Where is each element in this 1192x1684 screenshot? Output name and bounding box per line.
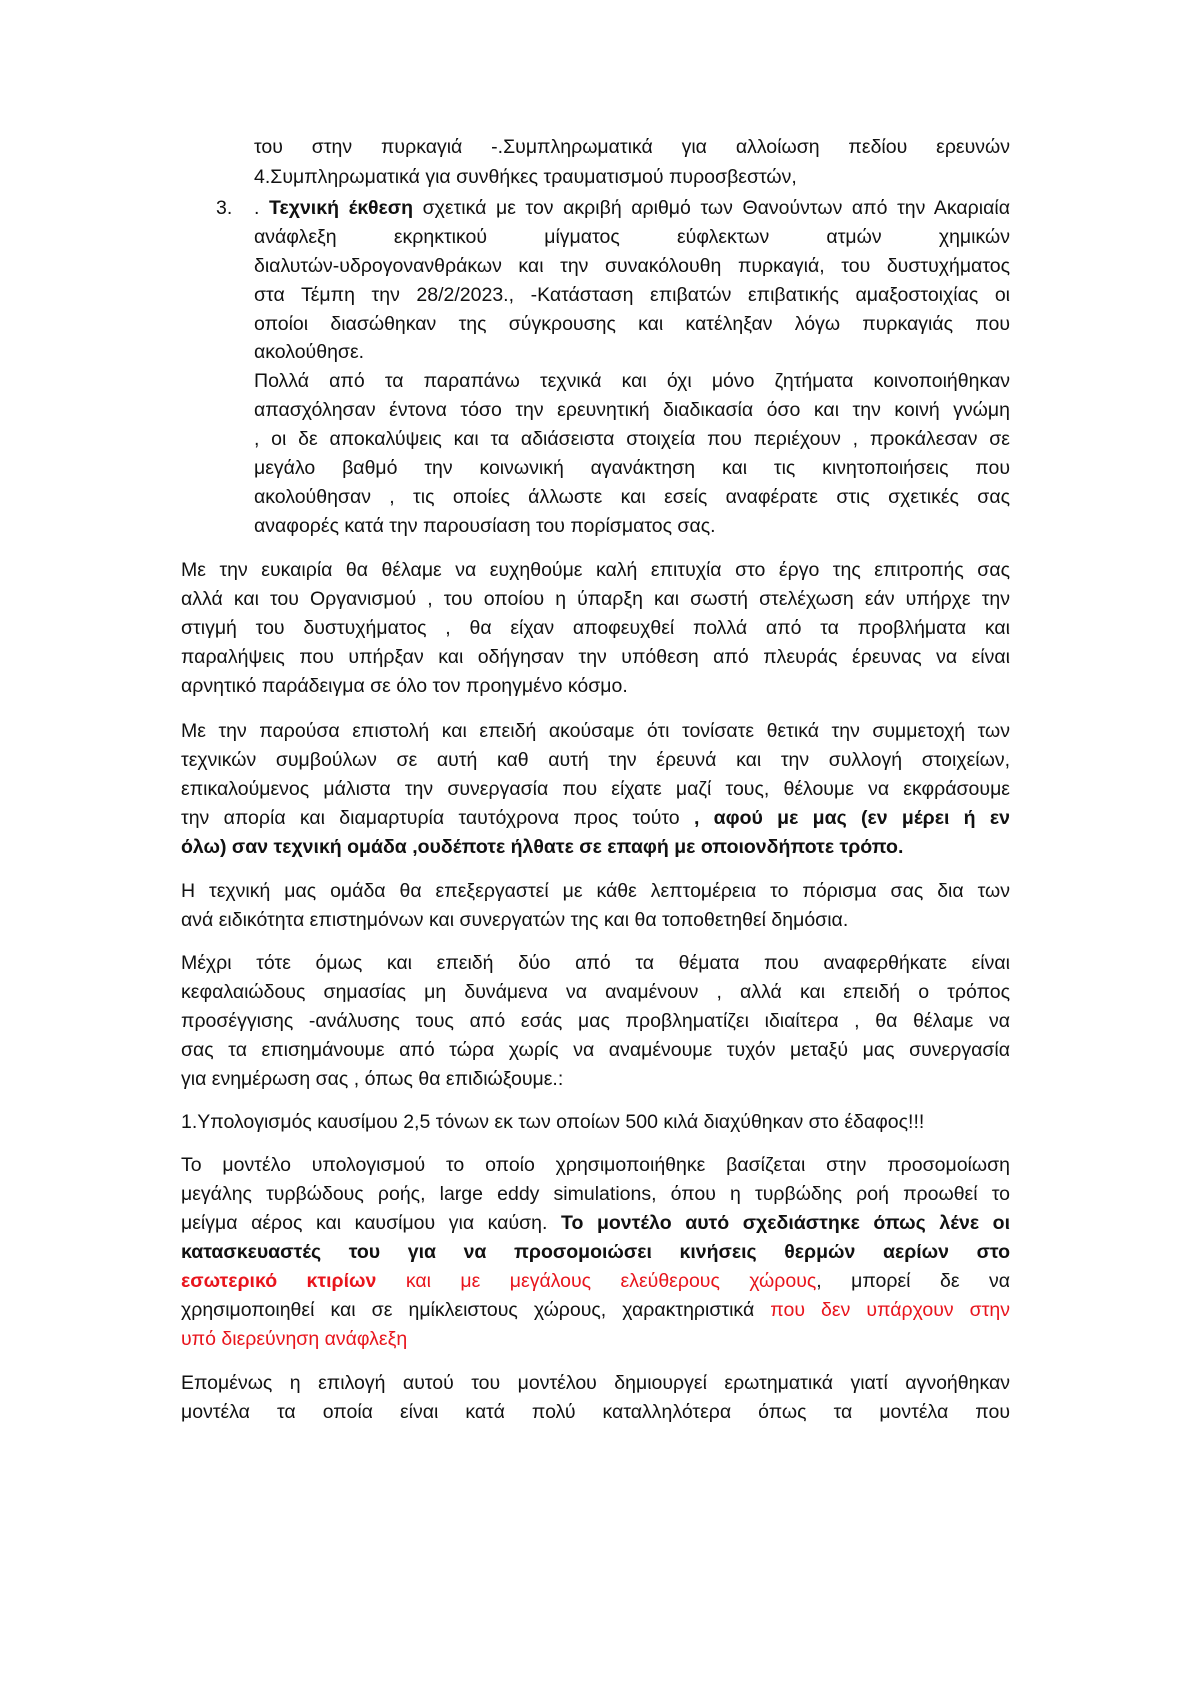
paragraph-line: επικαλούμενος μάλιστα την συνεργασία που είχατε μαζί τους, θέλουμε να εκφράσουμε [181, 778, 1010, 800]
paragraph-line: μεγάλης τυρβώδους ροής, large eddy simulations, όπου η τυρβώδης ροή προωθεί το [181, 1183, 1010, 1205]
emphasis-text: Το μοντέλο αυτό σχεδιάστηκε όπως λένε οι [561, 1212, 1010, 1234]
list-item-3 [254, 193, 1010, 224]
paragraph-line: απασχόλησαν έντονα τόσο την ερευνητική διαδικασία όσο και την κοινή γνώμη [254, 399, 1010, 421]
paragraph-line: μοντέλα τα οποία είναι κατά πολύ καταλληλότερα όπως τα μοντέλα που [181, 1401, 1010, 1423]
paragraph-line: Η τεχνική μας ομάδα θα επεξεργαστεί με κάθε λεπτομέρεια το πόρισμα σας δια των [181, 880, 1010, 902]
paragraph-line: κεφαλαιώδους σημασίας μη δυνάμενα να αναμένουν , αλλά και επειδή ο τρόπος [181, 981, 1010, 1003]
list-item-text: σχετικά με τον ακριβή αριθμό των Θανούντων από την Ακαριαία [413, 197, 1010, 219]
red-text: που δεν υπάρχουν στην [770, 1299, 1011, 1321]
paragraph-line [181, 1295, 1010, 1326]
paragraph-text: την απορία και διαμαρτυρία ταυτόχρονα προς τούτο [181, 807, 694, 829]
list-item-prefix: . [254, 197, 270, 219]
paragraph-line: αναφορές κατά την παρουσίαση του πορίσματος σας. [254, 515, 716, 537]
point-heading: 1.Υπολογισμός καυσίμου 2,5 τόνων εκ των οποίων 500 κιλά διαχύθηκαν στο έδαφος!!! [181, 1111, 925, 1133]
technical-report-label: Τεχνική έκθεση [269, 197, 414, 219]
paragraph-line: αλλά και του Οργανισμού , του οποίου η ύπαρξη και σωστή στελέχωση εάν υπήρχε την [181, 588, 1010, 610]
emphasis-line: κατασκευαστές του για να προσομοιώσει κινήσεις θερμών αερίων στο [181, 1241, 1010, 1263]
paragraph-line: αρνητικό παράδειγμα σε όλο τον προηγμένο κόσμο. [181, 675, 628, 697]
paragraph-text: χρησιμοποιηθεί και σε ημίκλειστους χώρους, χαρακτηριστικά [181, 1299, 771, 1321]
paragraph-line [181, 803, 1010, 834]
paragraph-line: Το μοντέλο υπολογισμού το οποίο χρησιμοποιήθηκε βασίζεται στην προσομοίωση [181, 1154, 1010, 1176]
paragraph-line: στιγμή του δυστυχήματος , θα είχαν αποφευχθεί πολλά από τα προβλήματα και [181, 617, 1010, 639]
paragraph-text: , μπορεί δε να [816, 1270, 1010, 1292]
paragraph-line: μεγάλο βαθμό την κοινωνική αγανάκτηση και τις κινητοποιήσεις που [254, 457, 1010, 479]
emphasis-text: , αφού με μας (εν μέρει ή εν [693, 807, 1010, 829]
paragraph-line [181, 1266, 1010, 1297]
paragraph-line: ανά ειδικότητα επιστημόνων και συνεργατών της και θα τοποθετηθεί δημόσια. [181, 909, 849, 931]
paragraph-line: Με την ευκαιρία θα θέλαμε να ευχηθούμε καλή επιτυχία στο έργο της επιτροπής σας [181, 559, 1010, 581]
list-item-line: διαλυτών-υδρογονανθράκων και την συνακόλουθη πυρκαγιά, του δυστυχήματος [254, 255, 1010, 277]
paragraph-line [181, 1208, 1010, 1239]
paragraph-text: μείγμα αέρος και καυσίμου για καύση. [181, 1212, 561, 1234]
paragraph-line: Μέχρι τότε όμως και επειδή δύο από τα θέματα που αναφερθήκατε είναι [181, 952, 1010, 974]
paragraph-line: , οι δε αποκαλύψεις και τα αδιάσειστα στοιχεία που περιέχουν , προκάλεσαν σε [254, 428, 1010, 450]
red-text: και με μεγάλους ελεύθερους χώρους [376, 1270, 817, 1292]
paragraph-line: σας τα επισημάνουμε από τώρα χωρίς να αναμένουμε τυχόν μεταξύ μας συνεργασία [181, 1039, 1010, 1061]
red-text-line: υπό διερεύνηση ανάφλεξη [181, 1328, 408, 1350]
paragraph-line: τεχνικών συμβούλων σε αυτή καθ αυτή την έρευνά και την συλλογή στοιχείων, [181, 749, 1010, 771]
list-item-line: οποίοι διασώθηκαν της σύγκρουσης και κατέληξαν λόγω πυρκαγιάς που [254, 313, 1010, 335]
paragraph-line: ακολούθησαν , τις οποίες άλλωστε και εσείς αναφέρατε στις σχετικές σας [254, 486, 1010, 508]
paragraph-line: Πολλά από τα παραπάνω τεχνικά και όχι μόνο ζητήματα κοινοποιήθηκαν [254, 370, 1010, 392]
list-item-line: ακολούθησε. [254, 341, 365, 363]
list-item-line: στα Τέμπη την 28/2/2023., -Κατάσταση επιβατών επιβατικής αμαξοστοιχίας οι [254, 284, 1010, 306]
paragraph-line: Επομένως η επιλογή αυτού του μοντέλου δημιουργεί ερωτηματικά γιατί αγνοήθηκαν [181, 1372, 1010, 1394]
continuation-line: 4.Συμπληρωματικά για συνθήκες τραυματισμού πυροσβεστών, [254, 166, 797, 188]
emphasis-line: όλω) σαν τεχνική ομάδα ,ουδέποτε ήλθατε σε επαφή με οποιονδήποτε τρόπο. [181, 836, 904, 858]
paragraph-line: παραλήψεις που υπήρξαν και οδήγησαν την υπόθεση από πλευράς έρευνας να είναι [181, 646, 1010, 668]
list-item-line: ανάφλεξη εκρηκτικού μίγματος εύφλεκτων ατμών χημικών [254, 226, 1010, 248]
list-number: 3. [216, 197, 233, 219]
red-emphasis-text: εσωτερικό κτιρίων [181, 1270, 377, 1292]
paragraph-line: προσέγγισης -ανάλυσης τους από εσάς μας προβληματίζει ιδιαίτερα , θα θέλαμε να [181, 1010, 1010, 1032]
paragraph-line: για ενημέρωση σας , όπως θα επιδιώξουμε.: [181, 1068, 564, 1090]
paragraph-line: Με την παρούσα επιστολή και επειδή ακούσαμε ότι τονίσατε θετικά την συμμετοχή των [181, 720, 1010, 742]
continuation-line: του στην πυρκαγιά -.Συμπληρωματικά για αλλοίωση πεδίου ερευνών [254, 136, 1010, 158]
